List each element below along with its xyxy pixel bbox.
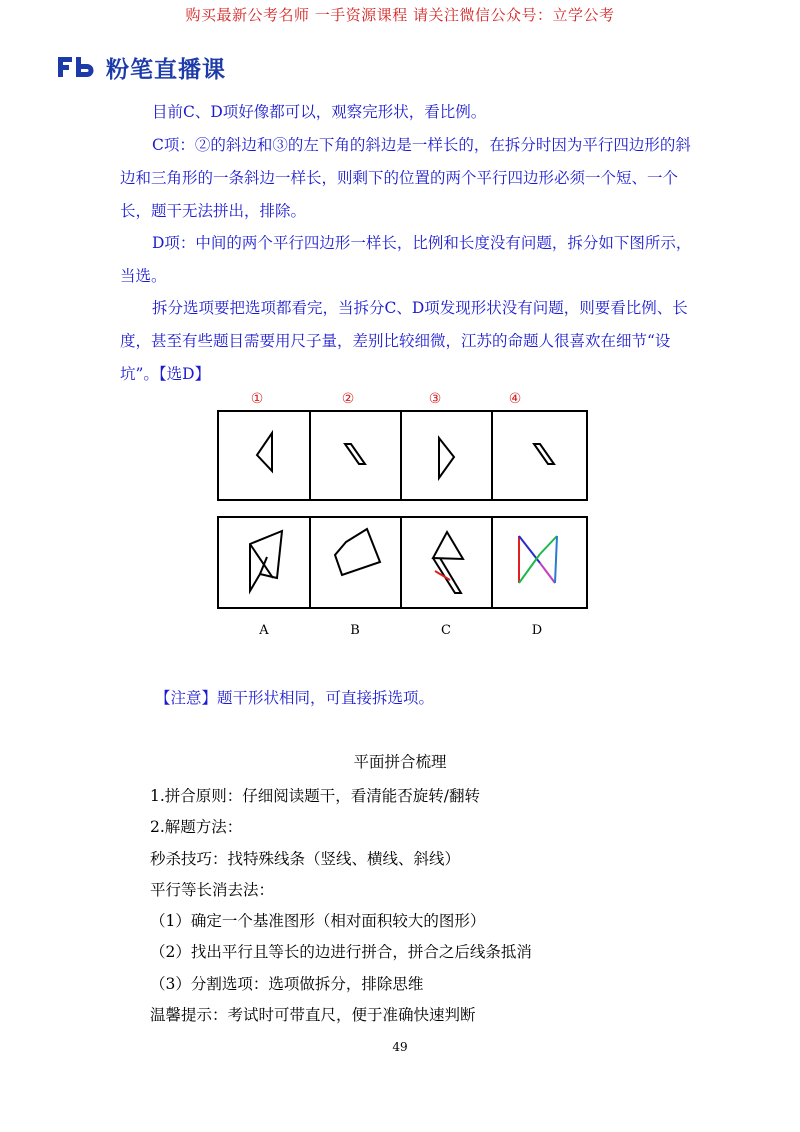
figure-top-label: ④: [508, 391, 522, 407]
figure-top-label: ③: [428, 391, 442, 407]
summary-line: 温馨提示：考试时可带直尺，便于准确快速判断: [150, 1006, 476, 1024]
section-title: 平面拼合梳理: [353, 753, 447, 771]
paragraph-4: 拆分选项要把选项都看完，当拆分C、D项发现形状没有问题，则要看比例、长度，甚至有些题目需要用尺子量，差别比较细微，江苏的命题人很喜欢在细节“设坑”。【选D】: [120, 299, 688, 383]
summary-line: 平行等长消去法：: [150, 881, 275, 899]
page-number: 49: [392, 1040, 408, 1054]
question-shapes-row: [218, 411, 587, 500]
summary-line: 2.解题方法：: [150, 818, 243, 836]
note-text: 【注意】题干形状相同，可直接拆选项。: [155, 689, 435, 707]
fb-logo-icon: [56, 54, 100, 80]
paragraph-2: C项：②的斜边和③的左下角的斜边是一样长的，在拆分时因为平行四边形的斜边和三角形的一条斜边一样长，则剩下的位置的两个平行四边形必须一个短、一个长，题干无法拼出，排除。: [120, 136, 691, 220]
figure-bottom-label: D: [531, 623, 543, 638]
shape-1-triangle: [257, 433, 272, 471]
figure-bottom-label: B: [350, 623, 360, 638]
option-c-shape: [433, 532, 463, 593]
puzzle-figure: [215, 388, 600, 648]
top-banner: 购买最新公考名师 一手资源课程 请关注微信公众号：立学公考: [185, 6, 615, 24]
brand-header: [56, 52, 226, 82]
shape-2-parallelogram: [345, 444, 365, 464]
figure-bottom-label: A: [259, 623, 269, 638]
summary-line: （2）找出平行且等长的边进行拼合，拼合之后线条抵消: [150, 943, 532, 961]
summary-line: 1.拼合原则：仔细阅读题干，看清能否旋转/翻转: [150, 787, 481, 805]
summary-line: （1）确定一个基准图形（相对面积较大的图形）: [150, 912, 486, 930]
paragraph-1: 目前C、D项好像都可以，观察完形状，看比例。: [152, 103, 487, 121]
paragraph-3: D项：中间的两个平行四边形一样长，比例和长度没有问题，拆分如下图所示，当选。: [120, 234, 692, 285]
option-a-shape: [250, 531, 282, 591]
summary-line: （3）分割选项：选项做拆分，排除思维: [150, 975, 424, 993]
brand-name: 粉笔直播课: [106, 56, 226, 83]
figure-top-label: ②: [341, 391, 355, 407]
option-shapes-row: [218, 517, 587, 608]
option-d-shape: [519, 536, 557, 583]
option-b-shape: [335, 529, 380, 575]
figure-top-label: ①: [250, 391, 264, 407]
figure-bottom-label: C: [441, 623, 451, 638]
summary-line: 秒杀技巧：找特殊线条（竖线、横线、斜线）: [150, 850, 461, 868]
shape-4-parallelogram: [534, 444, 554, 464]
shape-3-triangle: [439, 438, 454, 478]
